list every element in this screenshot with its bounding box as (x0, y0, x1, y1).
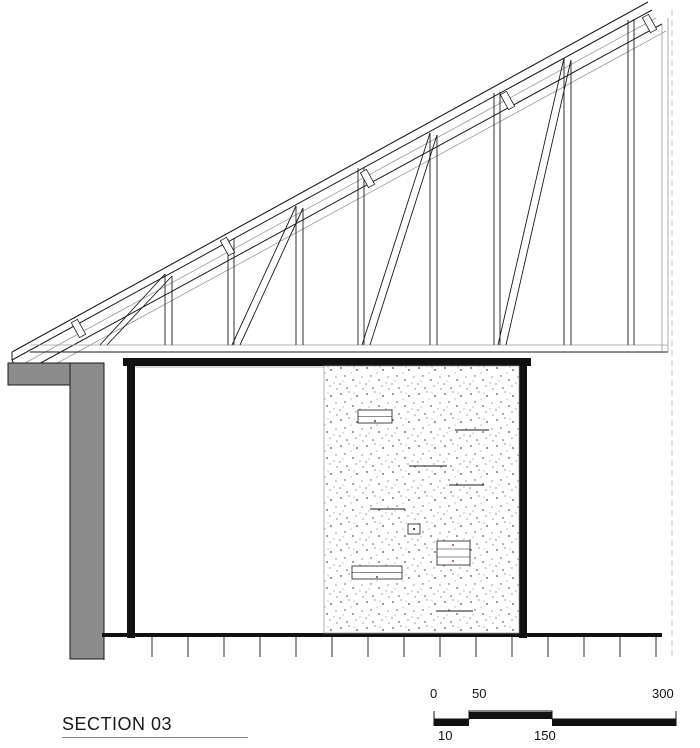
scale-bar (430, 686, 678, 744)
wall-hatch-icon (324, 366, 519, 633)
scale-label-0: 0 (430, 686, 438, 701)
title-block (62, 714, 262, 742)
ground-hatch-icon (70, 635, 656, 660)
drawing-title: SECTION 03 (62, 714, 173, 734)
scale-labels-top (430, 686, 678, 700)
scale-labels-bottom (430, 728, 678, 742)
scale-label-50: 50 (472, 686, 487, 701)
left-cut-wall (70, 363, 104, 659)
scale-label-10: 10 (438, 728, 453, 743)
scale-label-300: 300 (652, 686, 674, 701)
scale-label-150: 150 (534, 728, 556, 743)
title-underline (62, 737, 248, 738)
